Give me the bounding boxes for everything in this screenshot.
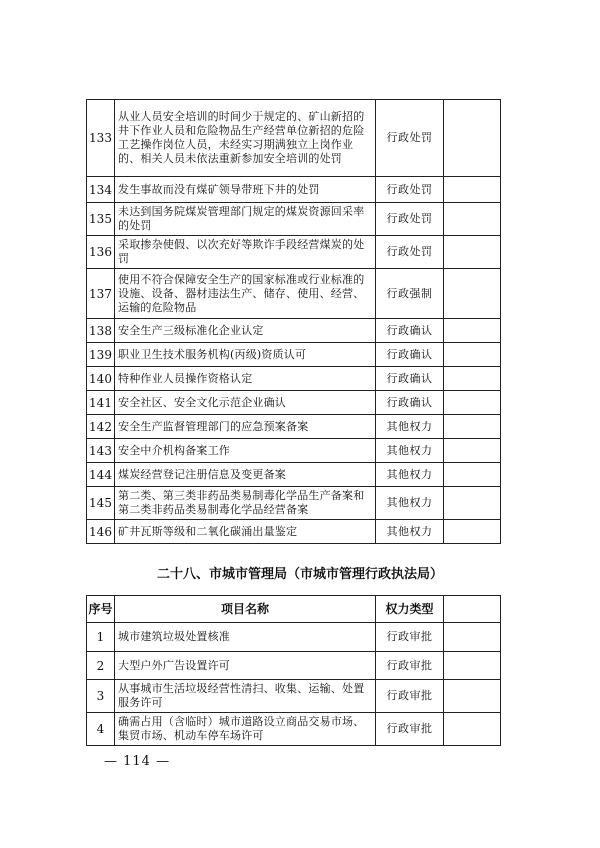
row-number: 139 (87, 343, 115, 367)
power-type: 行政强制 (376, 269, 444, 319)
row-number: 133 (87, 100, 115, 177)
item-name: 安全社区、安全文化示范企业确认 (115, 391, 376, 415)
item-name: 发生事故而没有煤矿领导带班下井的处罚 (115, 177, 376, 203)
power-type: 行政审批 (376, 713, 444, 746)
blank-cell (444, 177, 501, 203)
section-title: 二十八、市城市管理局（市城市管理行政执法局） (156, 567, 443, 582)
row-number: 143 (87, 439, 115, 463)
item-name: 使用不符合保障安全生产的国家标准或行业标准的设施、设备、器材违法生产、储存、使用、经营、运输的危险物品 (115, 269, 376, 319)
item-name: 大型户外广告设置许可 (115, 652, 376, 680)
power-type: 行政处罚 (376, 203, 444, 236)
header-blank (444, 596, 501, 623)
blank-cell (444, 343, 501, 367)
power-type: 行政处罚 (376, 236, 444, 269)
blank-cell (444, 100, 501, 177)
blank-cell (444, 236, 501, 269)
row-number: 144 (87, 463, 115, 487)
power-type: 行政审批 (376, 623, 444, 652)
blank-cell (444, 269, 501, 319)
row-number: 138 (87, 319, 115, 343)
item-name: 矿井瓦斯等级和二氧化碳涌出量鉴定 (115, 520, 376, 544)
item-name: 特种作业人员操作资格认定 (115, 367, 376, 391)
blank-cell (444, 623, 501, 652)
row-number: 134 (87, 177, 115, 203)
blank-cell (444, 652, 501, 680)
power-type: 其他权力 (376, 463, 444, 487)
table-row (87, 713, 501, 746)
item-name: 安全中介机构备案工作 (115, 439, 376, 463)
page-number: — 114 — (104, 754, 171, 769)
blank-cell (444, 680, 501, 713)
item-name: 未达到国务院煤炭管理部门规定的煤炭资源回采率的处罚 (115, 203, 376, 236)
item-name: 确需占用（含临时）城市道路设立商品交易市场、集贸市场、机动车停车场许可 (115, 713, 376, 746)
power-type: 其他权力 (376, 487, 444, 520)
item-name: 煤炭经营登记注册信息及变更备案 (115, 463, 376, 487)
item-name: 安全生产监督管理部门的应急预案备案 (115, 415, 376, 439)
table-row (87, 520, 501, 544)
power-type: 其他权力 (376, 415, 444, 439)
table-row (87, 367, 501, 391)
table-row (87, 203, 501, 236)
row-number: 141 (87, 391, 115, 415)
table-row (87, 652, 501, 680)
power-type: 行政处罚 (376, 177, 444, 203)
blank-cell (444, 713, 501, 746)
power-type: 行政确认 (376, 319, 444, 343)
item-name: 安全生产三级标准化企业认定 (115, 319, 376, 343)
blank-cell (444, 463, 501, 487)
table-header-row (87, 596, 501, 623)
table-row (87, 319, 501, 343)
table-row (87, 680, 501, 713)
table-row (87, 391, 501, 415)
item-name: 从业人员安全培训的时间少于规定的、矿山新招的井下作业人员和危险物品生产经营单位新招的危险工艺操作岗位人员，未经实习期满独立上岗作业的、相关人员未依法重新参加安全培训的处罚 (115, 100, 376, 177)
row-number: 136 (87, 236, 115, 269)
power-type: 行政处罚 (376, 100, 444, 177)
table-row (87, 415, 501, 439)
blank-cell (444, 520, 501, 544)
table-row (87, 177, 501, 203)
blank-cell (444, 203, 501, 236)
power-type: 行政确认 (376, 391, 444, 415)
power-type: 其他权力 (376, 439, 444, 463)
blank-cell (444, 367, 501, 391)
row-number: 135 (87, 203, 115, 236)
table-row (87, 269, 501, 319)
header-item-name: 项目名称 (115, 596, 376, 623)
power-type: 其他权力 (376, 520, 444, 544)
table-row (87, 343, 501, 367)
table-row (87, 487, 501, 520)
power-type: 行政确认 (376, 367, 444, 391)
row-number: 2 (87, 652, 115, 680)
blank-cell (444, 487, 501, 520)
blank-cell (444, 391, 501, 415)
authority-table-continued (86, 99, 501, 544)
table-row (87, 623, 501, 652)
row-number: 137 (87, 269, 115, 319)
item-name: 城市建筑垃圾处置核准 (115, 623, 376, 652)
item-name: 从事城市生活垃圾经营性清扫、收集、运输、处置服务许可 (115, 680, 376, 713)
header-power-type: 权力类型 (376, 596, 444, 623)
blank-cell (444, 439, 501, 463)
item-name: 职业卫生技术服务机构(丙级)资质认可 (115, 343, 376, 367)
row-number: 1 (87, 623, 115, 652)
power-type: 行政审批 (376, 680, 444, 713)
table-row (87, 463, 501, 487)
table-row (87, 100, 501, 177)
row-number: 146 (87, 520, 115, 544)
row-number: 4 (87, 713, 115, 746)
item-name: 第二类、第三类非药品类易制毒化学品生产备案和第二类非药品类易制毒化学品经营备案 (115, 487, 376, 520)
table-row (87, 236, 501, 269)
row-number: 145 (87, 487, 115, 520)
item-name: 采取掺杂使假、以次充好等欺诈手段经营煤炭的处罚 (115, 236, 376, 269)
table-row (87, 439, 501, 463)
header-number: 序号 (87, 596, 115, 623)
row-number: 140 (87, 367, 115, 391)
blank-cell (444, 415, 501, 439)
city-management-authority-table (86, 595, 501, 746)
blank-cell (444, 319, 501, 343)
row-number: 142 (87, 415, 115, 439)
power-type: 行政确认 (376, 343, 444, 367)
power-type: 行政审批 (376, 652, 444, 680)
row-number: 3 (87, 680, 115, 713)
